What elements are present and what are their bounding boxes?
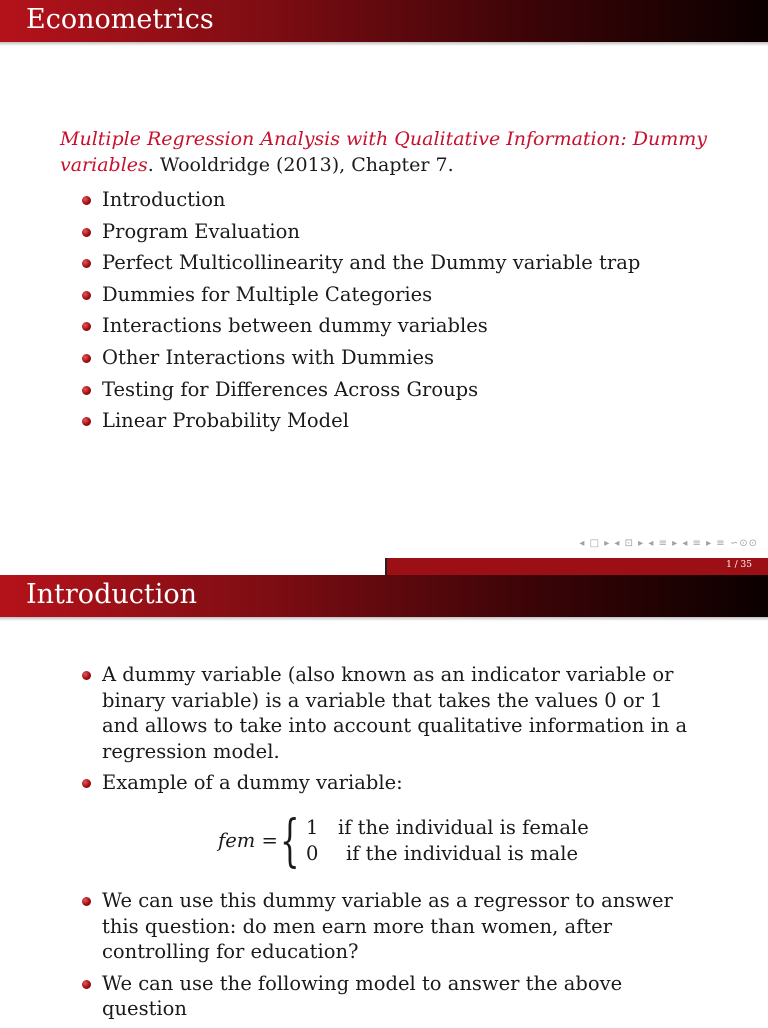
toc-item-label: Interactions between dummy variables xyxy=(102,314,488,338)
dummy-variable-equation xyxy=(218,809,618,874)
bullet-text: Example of a dummy variable: xyxy=(102,771,403,794)
subtitle-topic: Multiple Regression Analysis with Qualitative Information: Dummy variables xyxy=(60,128,707,176)
intro-bullets xyxy=(82,662,692,802)
beamer-navigation-icons[interactable]: ◂ □ ▸ ◂ ⊡ ▸ ◂ ≡ ▸ ◂ ≡ ▸ ≡ ∽⊙⊙ xyxy=(579,538,758,549)
left-brace-icon: { xyxy=(280,809,300,874)
footer-bar xyxy=(387,558,768,575)
bullet-icon xyxy=(82,196,91,205)
toc-item xyxy=(82,312,722,344)
case-value: 1 xyxy=(306,816,319,839)
equals-sign: = xyxy=(261,829,278,852)
toc-item-label: Introduction xyxy=(102,188,226,211)
toc-item xyxy=(82,376,722,408)
toc-item xyxy=(82,249,722,281)
equation-lhs xyxy=(218,829,278,852)
lecture-subtitle xyxy=(60,126,710,178)
bullet-icon xyxy=(82,671,91,680)
bullet-icon xyxy=(82,228,91,237)
toc-item-label: Perfect Multicollinearity and the Dummy variable trap xyxy=(102,251,641,275)
bullet-item xyxy=(82,888,692,965)
toc-item-label: Linear Probability Model xyxy=(102,409,349,433)
table-of-contents xyxy=(82,186,722,439)
bullet-icon xyxy=(82,980,91,989)
bullet-icon xyxy=(82,259,91,268)
toc-item xyxy=(82,407,722,439)
case-value: 0 xyxy=(306,842,319,865)
bullet-item xyxy=(82,770,692,796)
title-bar xyxy=(0,0,768,42)
bullet-item xyxy=(82,971,692,1022)
intro-bullets-continued xyxy=(82,888,692,1028)
bullet-item xyxy=(82,662,692,764)
bullet-icon xyxy=(82,417,91,426)
page-number: 1 / 35 xyxy=(726,560,752,570)
toc-item-label: Other Interactions with Dummies xyxy=(102,345,435,369)
toc-item xyxy=(82,186,722,218)
bullet-text: We can use the following model to answer the above question xyxy=(102,971,623,1020)
bullet-icon xyxy=(82,779,91,788)
toc-item-label: Testing for Differences Across Groups xyxy=(102,377,479,401)
slide-title: Introduction xyxy=(26,579,197,610)
bullet-icon xyxy=(82,386,91,395)
title-bar xyxy=(0,575,768,617)
toc-item-label: Dummies for Multiple Categories xyxy=(102,282,433,306)
subtitle-reference: . Wooldridge (2013), Chapter 7. xyxy=(147,154,454,176)
toc-item xyxy=(82,281,722,313)
bullet-icon xyxy=(82,897,91,906)
case-female xyxy=(306,816,589,839)
toc-item xyxy=(82,344,722,376)
case-condition: if the individual is female xyxy=(338,816,589,839)
toc-item xyxy=(82,218,722,250)
equation-variable: fem xyxy=(218,829,256,852)
title-bar-shadow xyxy=(0,42,768,46)
toc-item-label: Program Evaluation xyxy=(102,219,300,243)
case-male xyxy=(306,842,578,865)
case-condition: if the individual is male xyxy=(346,842,578,865)
bullet-icon xyxy=(82,354,91,363)
slide-title: Econometrics xyxy=(26,4,214,35)
bullet-text: We can use this dummy variable as a regressor to answer this question: do men earn more than women, after controlling for education? xyxy=(102,889,673,963)
title-bar-shadow xyxy=(0,617,768,621)
bullet-text: A dummy variable (also known as an indicator variable or binary variable) is a variable that takes the values 0 or 1 and allows to take into account qualitative information in a regression model. xyxy=(102,663,688,763)
footer-left xyxy=(0,558,385,575)
bullet-icon xyxy=(82,322,91,331)
bullet-icon xyxy=(82,291,91,300)
